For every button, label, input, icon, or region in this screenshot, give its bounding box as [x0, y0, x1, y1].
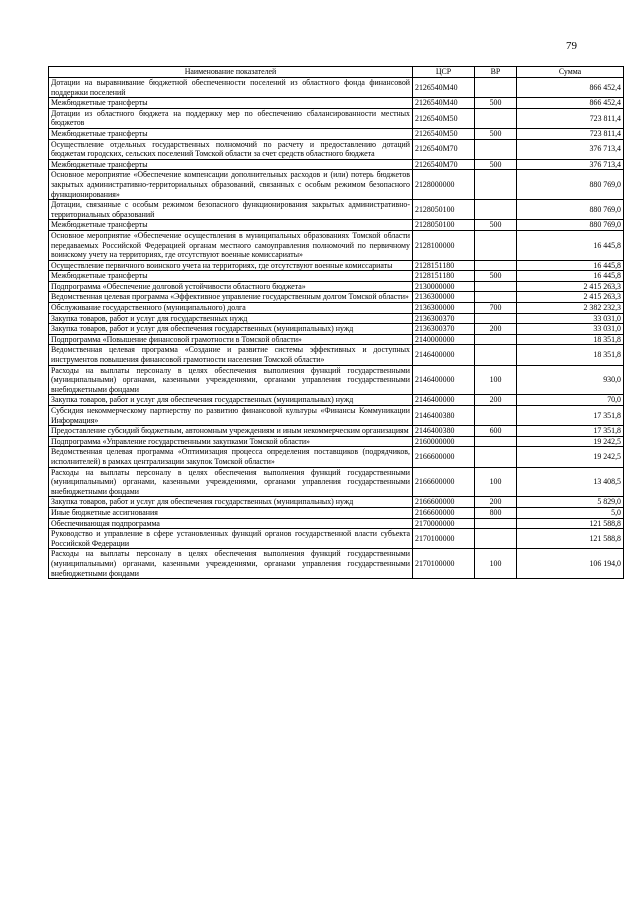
cell-csr: 2146400380 [413, 406, 475, 426]
table-row [49, 518, 624, 529]
cell-name: Дотации из областного бюджета на поддержку мер по обеспечению сбалансированности местных бюджетов [49, 108, 413, 128]
cell-vr: 500 [475, 271, 517, 282]
cell-vr: 800 [475, 507, 517, 518]
cell-csr: 2140000000 [413, 334, 475, 345]
table-row [49, 159, 624, 170]
table-row [49, 170, 624, 200]
cell-vr: 500 [475, 220, 517, 231]
table-row [49, 200, 624, 220]
table-body [49, 78, 624, 579]
cell-vr [475, 170, 517, 200]
table-row [49, 345, 624, 365]
cell-sum: 5 829,0 [517, 497, 624, 508]
cell-sum: 2 415 263,3 [517, 292, 624, 303]
cell-name: Дотации, связанные с особым режимом безопасного функционирования закрытых административно-территориальных образований [49, 200, 413, 220]
table-row [49, 108, 624, 128]
cell-name: Обеспечивающая подпрограмма [49, 518, 413, 529]
cell-csr: 2136300000 [413, 292, 475, 303]
cell-csr: 2166600000 [413, 507, 475, 518]
cell-csr: 2146400000 [413, 365, 475, 395]
cell-name: Закупка товаров, работ и услуг для обеспечения государственных (муниципальных) нужд [49, 497, 413, 508]
header-csr: ЦСР [413, 67, 475, 78]
cell-csr: 2128050100 [413, 220, 475, 231]
table-row [49, 497, 624, 508]
cell-csr: 2126540М50 [413, 108, 475, 128]
cell-name: Расходы на выплаты персоналу в целях обеспечения выполнения функций государственными (муниципальными) органами, казенными учреждениями, органами управления государственными внебюджетными фондами [49, 549, 413, 579]
cell-vr: 500 [475, 159, 517, 170]
cell-vr [475, 292, 517, 303]
table-row [49, 426, 624, 437]
cell-name: Подпрограмма «Управление государственными закупками Томской области» [49, 436, 413, 447]
header-vr: ВР [475, 67, 517, 78]
cell-vr [475, 518, 517, 529]
cell-sum: 70,0 [517, 395, 624, 406]
cell-name: Ведомственная целевая программа «Оптимизация процесса определения поставщиков (подрядчиков, исполнителей) в рамках централизации закупок Томской области» [49, 447, 413, 467]
cell-sum: 13 408,5 [517, 467, 624, 497]
cell-vr [475, 345, 517, 365]
cell-csr: 2130000000 [413, 281, 475, 292]
cell-vr: 100 [475, 365, 517, 395]
table-row [49, 292, 624, 303]
table-row [49, 447, 624, 467]
cell-csr: 2128151180 [413, 260, 475, 271]
cell-vr: 100 [475, 549, 517, 579]
cell-vr [475, 108, 517, 128]
cell-sum: 376 713,4 [517, 159, 624, 170]
cell-sum: 866 452,4 [517, 98, 624, 109]
cell-sum: 16 445,8 [517, 230, 624, 260]
table-row [49, 78, 624, 98]
cell-sum: 376 713,4 [517, 139, 624, 159]
cell-sum: 16 445,8 [517, 271, 624, 282]
cell-sum: 106 194,0 [517, 549, 624, 579]
cell-sum: 18 351,8 [517, 345, 624, 365]
cell-csr: 2128151180 [413, 271, 475, 282]
table-row [49, 271, 624, 282]
cell-sum: 19 242,5 [517, 436, 624, 447]
table-row [49, 281, 624, 292]
cell-name: Расходы на выплаты персоналу в целях обеспечения выполнения функций государственными (муниципальными) органами, казенными учреждениями, органами управления государственными внебюджетными фондами [49, 467, 413, 497]
cell-name: Закупка товаров, работ и услуг для обеспечения государственных (муниципальных) нужд [49, 395, 413, 406]
page-number: 79 [566, 40, 577, 52]
cell-name: Подпрограмма «Обеспечение долговой устойчивости областного бюджета» [49, 281, 413, 292]
cell-name: Подпрограмма «Повышение финансовой грамотности в Томской области» [49, 334, 413, 345]
cell-name: Обслуживание государственного (муниципального) долга [49, 303, 413, 314]
cell-sum: 866 452,4 [517, 78, 624, 98]
cell-csr: 2128050100 [413, 200, 475, 220]
table-row [49, 128, 624, 139]
table-row [49, 98, 624, 109]
cell-name: Межбюджетные трансферты [49, 220, 413, 231]
cell-sum: 2 382 232,3 [517, 303, 624, 314]
cell-name: Основное мероприятие «Обеспечение компенсации дополнительных расходов и (или) потерь бюджетов закрытых административно-территориальных образований, связанных с особым режимом безопасного функционирования» [49, 170, 413, 200]
cell-vr: 700 [475, 303, 517, 314]
table-header-row [49, 67, 624, 78]
budget-table [48, 66, 624, 579]
cell-vr [475, 447, 517, 467]
table-row [49, 334, 624, 345]
cell-name: Осуществление отдельных государственных полномочий по расчету и предоставлению дотаций бюджетам городских, сельских поселений Томской области за счет средств областного бюджета [49, 139, 413, 159]
cell-vr: 600 [475, 426, 517, 437]
cell-name: Субсидия некоммерческому партнерству по развитию финансовой культуры «Финансы Коммуникации Информация» [49, 406, 413, 426]
table-row [49, 260, 624, 271]
cell-sum: 17 351,8 [517, 426, 624, 437]
cell-sum: 723 811,4 [517, 108, 624, 128]
cell-vr [475, 406, 517, 426]
cell-csr: 2126540М70 [413, 139, 475, 159]
header-sum: Сумма [517, 67, 624, 78]
cell-vr [475, 529, 517, 549]
cell-name: Иные бюджетные ассигнования [49, 507, 413, 518]
table-row [49, 549, 624, 579]
cell-csr: 2136300370 [413, 313, 475, 324]
cell-vr [475, 313, 517, 324]
table-row [49, 467, 624, 497]
cell-csr: 2166600000 [413, 447, 475, 467]
cell-name: Межбюджетные трансферты [49, 159, 413, 170]
cell-vr: 200 [475, 497, 517, 508]
cell-sum: 5,0 [517, 507, 624, 518]
cell-vr [475, 436, 517, 447]
cell-name: Межбюджетные трансферты [49, 271, 413, 282]
cell-vr: 200 [475, 324, 517, 335]
cell-sum: 18 351,8 [517, 334, 624, 345]
cell-name: Ведомственная целевая программа «Создание и развитие системы эффективных и доступных инструментов повышения финансовой грамотности населения Томской области» [49, 345, 413, 365]
cell-name: Закупка товаров, работ и услуг для государственных нужд [49, 313, 413, 324]
cell-vr [475, 200, 517, 220]
cell-vr [475, 281, 517, 292]
cell-vr: 100 [475, 467, 517, 497]
cell-csr: 2146400000 [413, 345, 475, 365]
cell-vr: 500 [475, 128, 517, 139]
table-row [49, 303, 624, 314]
cell-name: Межбюджетные трансферты [49, 128, 413, 139]
cell-csr: 2136300000 [413, 303, 475, 314]
cell-name: Осуществление первичного воинского учета на территориях, где отсутствуют военные комиссариаты [49, 260, 413, 271]
cell-name: Основное мероприятие «Обеспечение осуществления в муниципальных образованиях Томской области передаваемых Российской Федерацией органам местного самоуправления полномочий по первичному воинскому учету на территориях, где отсутствуют военные комиссариаты» [49, 230, 413, 260]
cell-vr [475, 334, 517, 345]
cell-sum: 17 351,8 [517, 406, 624, 426]
cell-vr: 500 [475, 98, 517, 109]
cell-csr: 2170100000 [413, 529, 475, 549]
table-row [49, 220, 624, 231]
cell-name: Расходы на выплаты персоналу в целях обеспечения выполнения функций государственными (муниципальными) органами, казенными учреждениями, органами управления государственными внебюджетными фондами [49, 365, 413, 395]
cell-vr [475, 260, 517, 271]
cell-sum: 121 588,8 [517, 518, 624, 529]
table-row [49, 436, 624, 447]
table-row [49, 406, 624, 426]
table-row [49, 529, 624, 549]
table-row [49, 230, 624, 260]
cell-csr: 2126540М40 [413, 78, 475, 98]
cell-sum: 121 588,8 [517, 529, 624, 549]
cell-csr: 2128100000 [413, 230, 475, 260]
cell-csr: 2128000000 [413, 170, 475, 200]
cell-name: Ведомственная целевая программа «Эффективное управление государственным долгом Томской области» [49, 292, 413, 303]
cell-name: Закупка товаров, работ и услуг для обеспечения государственных (муниципальных) нужд [49, 324, 413, 335]
cell-sum: 880 769,0 [517, 220, 624, 231]
cell-name: Предоставление субсидий бюджетным, автономным учреждениям и иным некоммерческим организациям [49, 426, 413, 437]
table-row [49, 507, 624, 518]
cell-vr [475, 139, 517, 159]
cell-csr: 2126540М50 [413, 128, 475, 139]
cell-vr: 200 [475, 395, 517, 406]
header-name: Наименование показателей [49, 67, 413, 78]
cell-name: Руководство и управление в сфере установленных функций органов государственной власти субъекта Российской Федерации [49, 529, 413, 549]
table-row [49, 313, 624, 324]
cell-vr [475, 230, 517, 260]
table-row [49, 139, 624, 159]
cell-csr: 2136300370 [413, 324, 475, 335]
cell-sum: 880 769,0 [517, 200, 624, 220]
cell-csr: 2170100000 [413, 549, 475, 579]
cell-csr: 2146400000 [413, 395, 475, 406]
cell-sum: 930,0 [517, 365, 624, 395]
cell-sum: 723 811,4 [517, 128, 624, 139]
table-row [49, 324, 624, 335]
cell-sum: 33 031,0 [517, 324, 624, 335]
cell-csr: 2166600000 [413, 497, 475, 508]
cell-sum: 33 031,0 [517, 313, 624, 324]
cell-csr: 2170000000 [413, 518, 475, 529]
cell-csr: 2146400380 [413, 426, 475, 437]
table-row [49, 395, 624, 406]
cell-name: Дотации на выравнивание бюджетной обеспеченности поселений из областного фонда финансовой поддержки поселений [49, 78, 413, 98]
cell-sum: 16 445,8 [517, 260, 624, 271]
cell-sum: 880 769,0 [517, 170, 624, 200]
table-row [49, 365, 624, 395]
cell-name: Межбюджетные трансферты [49, 98, 413, 109]
cell-sum: 2 415 263,3 [517, 281, 624, 292]
cell-sum: 19 242,5 [517, 447, 624, 467]
cell-csr: 2126540М40 [413, 98, 475, 109]
cell-csr: 2126540М70 [413, 159, 475, 170]
cell-csr: 2160000000 [413, 436, 475, 447]
cell-csr: 2166600000 [413, 467, 475, 497]
cell-vr [475, 78, 517, 98]
